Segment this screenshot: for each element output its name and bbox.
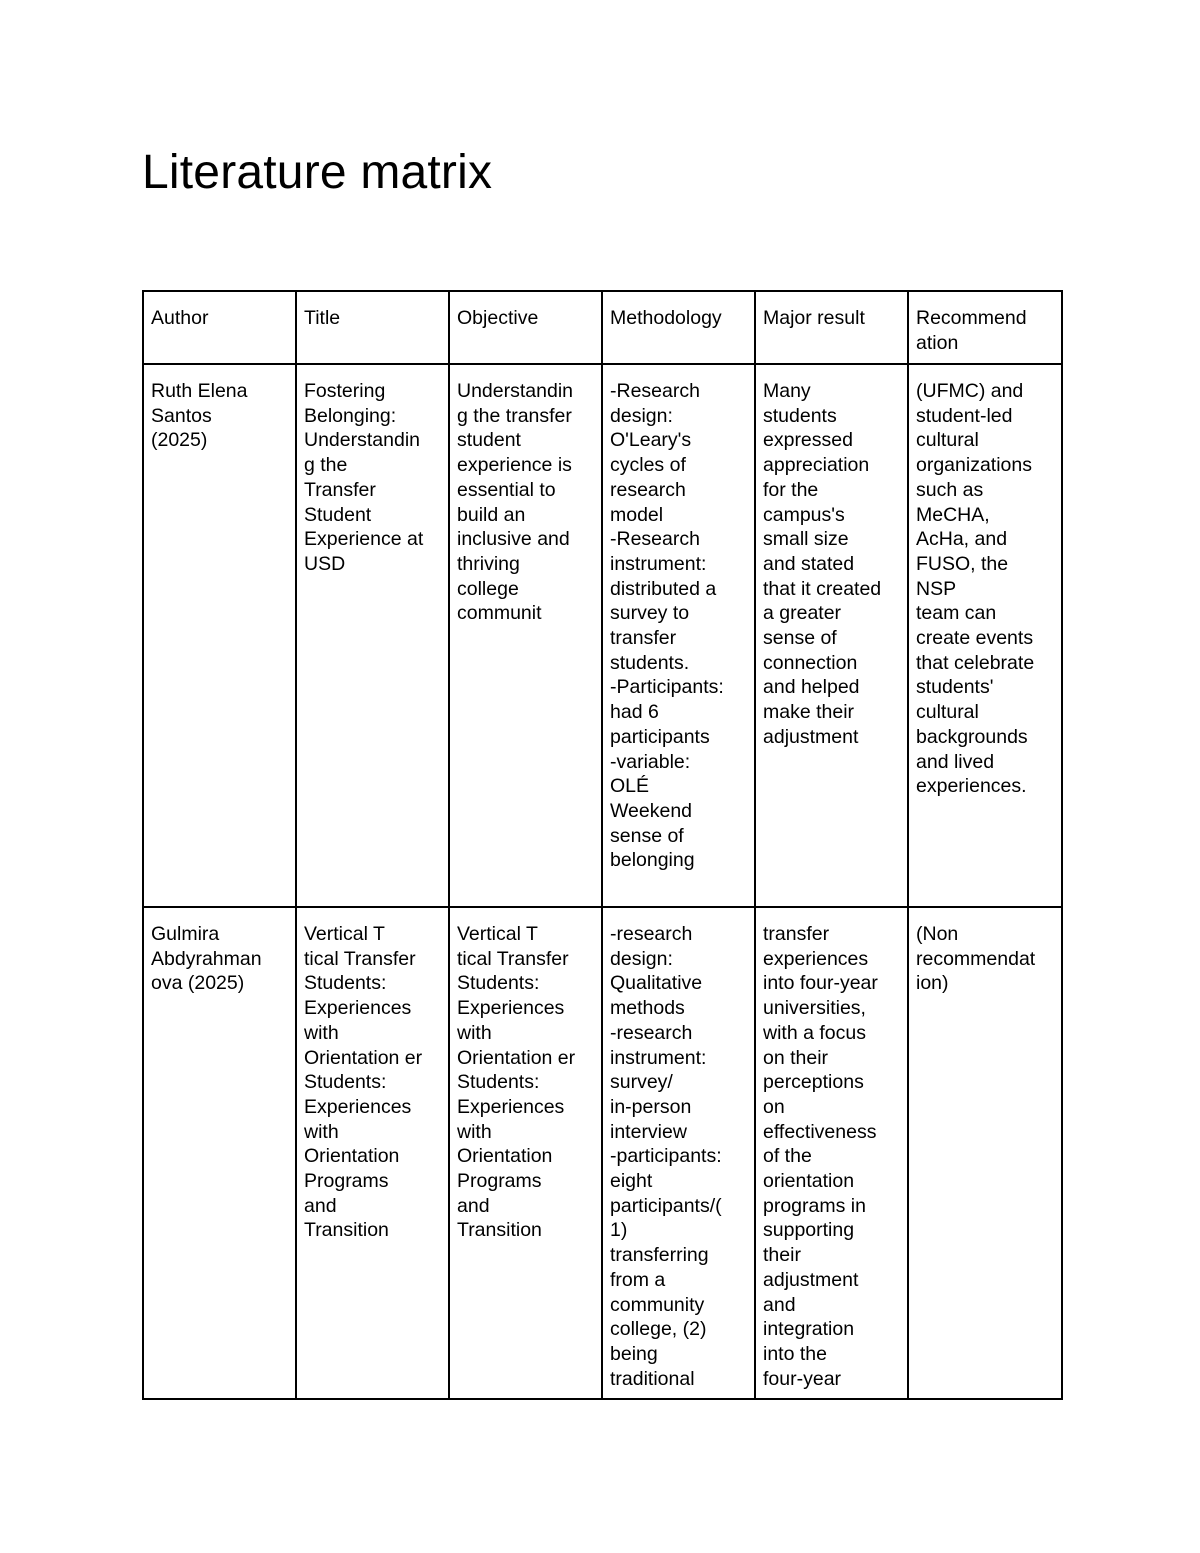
header-author: Author bbox=[143, 291, 296, 364]
header-title: Title bbox=[296, 291, 449, 364]
page-title: Literature matrix bbox=[142, 146, 493, 199]
header-major-result: Major result bbox=[755, 291, 908, 364]
header-objective: Objective bbox=[449, 291, 602, 364]
header-recommendation: Recommend ation bbox=[908, 291, 1062, 364]
cell-methodology: -research design: Qualitative methods -research instrument: survey/ in-person interview -participants: eight participants/( 1) transferring from a community college, (2) being traditional bbox=[602, 907, 755, 1399]
header-methodology: Methodology bbox=[602, 291, 755, 364]
cell-recommendation: (UFMC) and student-led cultural organizations such as MeCHA, AcHa, and FUSO, the NSP team can create events that celebrate students' cultural backgrounds and lived experiences. bbox=[908, 364, 1062, 907]
cell-major-result: Many students expressed appreciation for the campus's small size and stated that it created a greater sense of connection and helped make their adjustment bbox=[755, 364, 908, 907]
cell-author: Gulmira Abdyrahman ova (2025) bbox=[143, 907, 296, 1399]
table-row bbox=[143, 907, 1062, 1399]
cell-major-result: transfer experiences into four-year universities, with a focus on their perceptions on effectiveness of the orientation programs in supporting their adjustment and integration into the four-year bbox=[755, 907, 908, 1399]
table-row bbox=[143, 364, 1062, 907]
cell-objective: Understandin g the transfer student experience is essential to build an inclusive and thriving college communit bbox=[449, 364, 602, 907]
cell-title: Vertical T tical Transfer Students: Experiences with Orientation er Students: Experiences with Orientation Programs and Transition bbox=[296, 907, 449, 1399]
cell-methodology: -Research design: O'Leary's cycles of research model -Research instrument: distributed a survey to transfer students. -Participants: had 6 participants -variable: OLÉ Weekend sense of belonging bbox=[602, 364, 755, 907]
cell-author: Ruth Elena Santos (2025) bbox=[143, 364, 296, 907]
cell-title: Fostering Belonging: Understandin g the Transfer Student Experience at USD bbox=[296, 364, 449, 907]
cell-recommendation: (Non recommendat ion) bbox=[908, 907, 1062, 1399]
table-header-row bbox=[143, 291, 1062, 364]
literature-matrix-table bbox=[142, 290, 1063, 1400]
cell-objective: Vertical T tical Transfer Students: Experiences with Orientation er Students: Experiences with Orientation Programs and Transition bbox=[449, 907, 602, 1399]
